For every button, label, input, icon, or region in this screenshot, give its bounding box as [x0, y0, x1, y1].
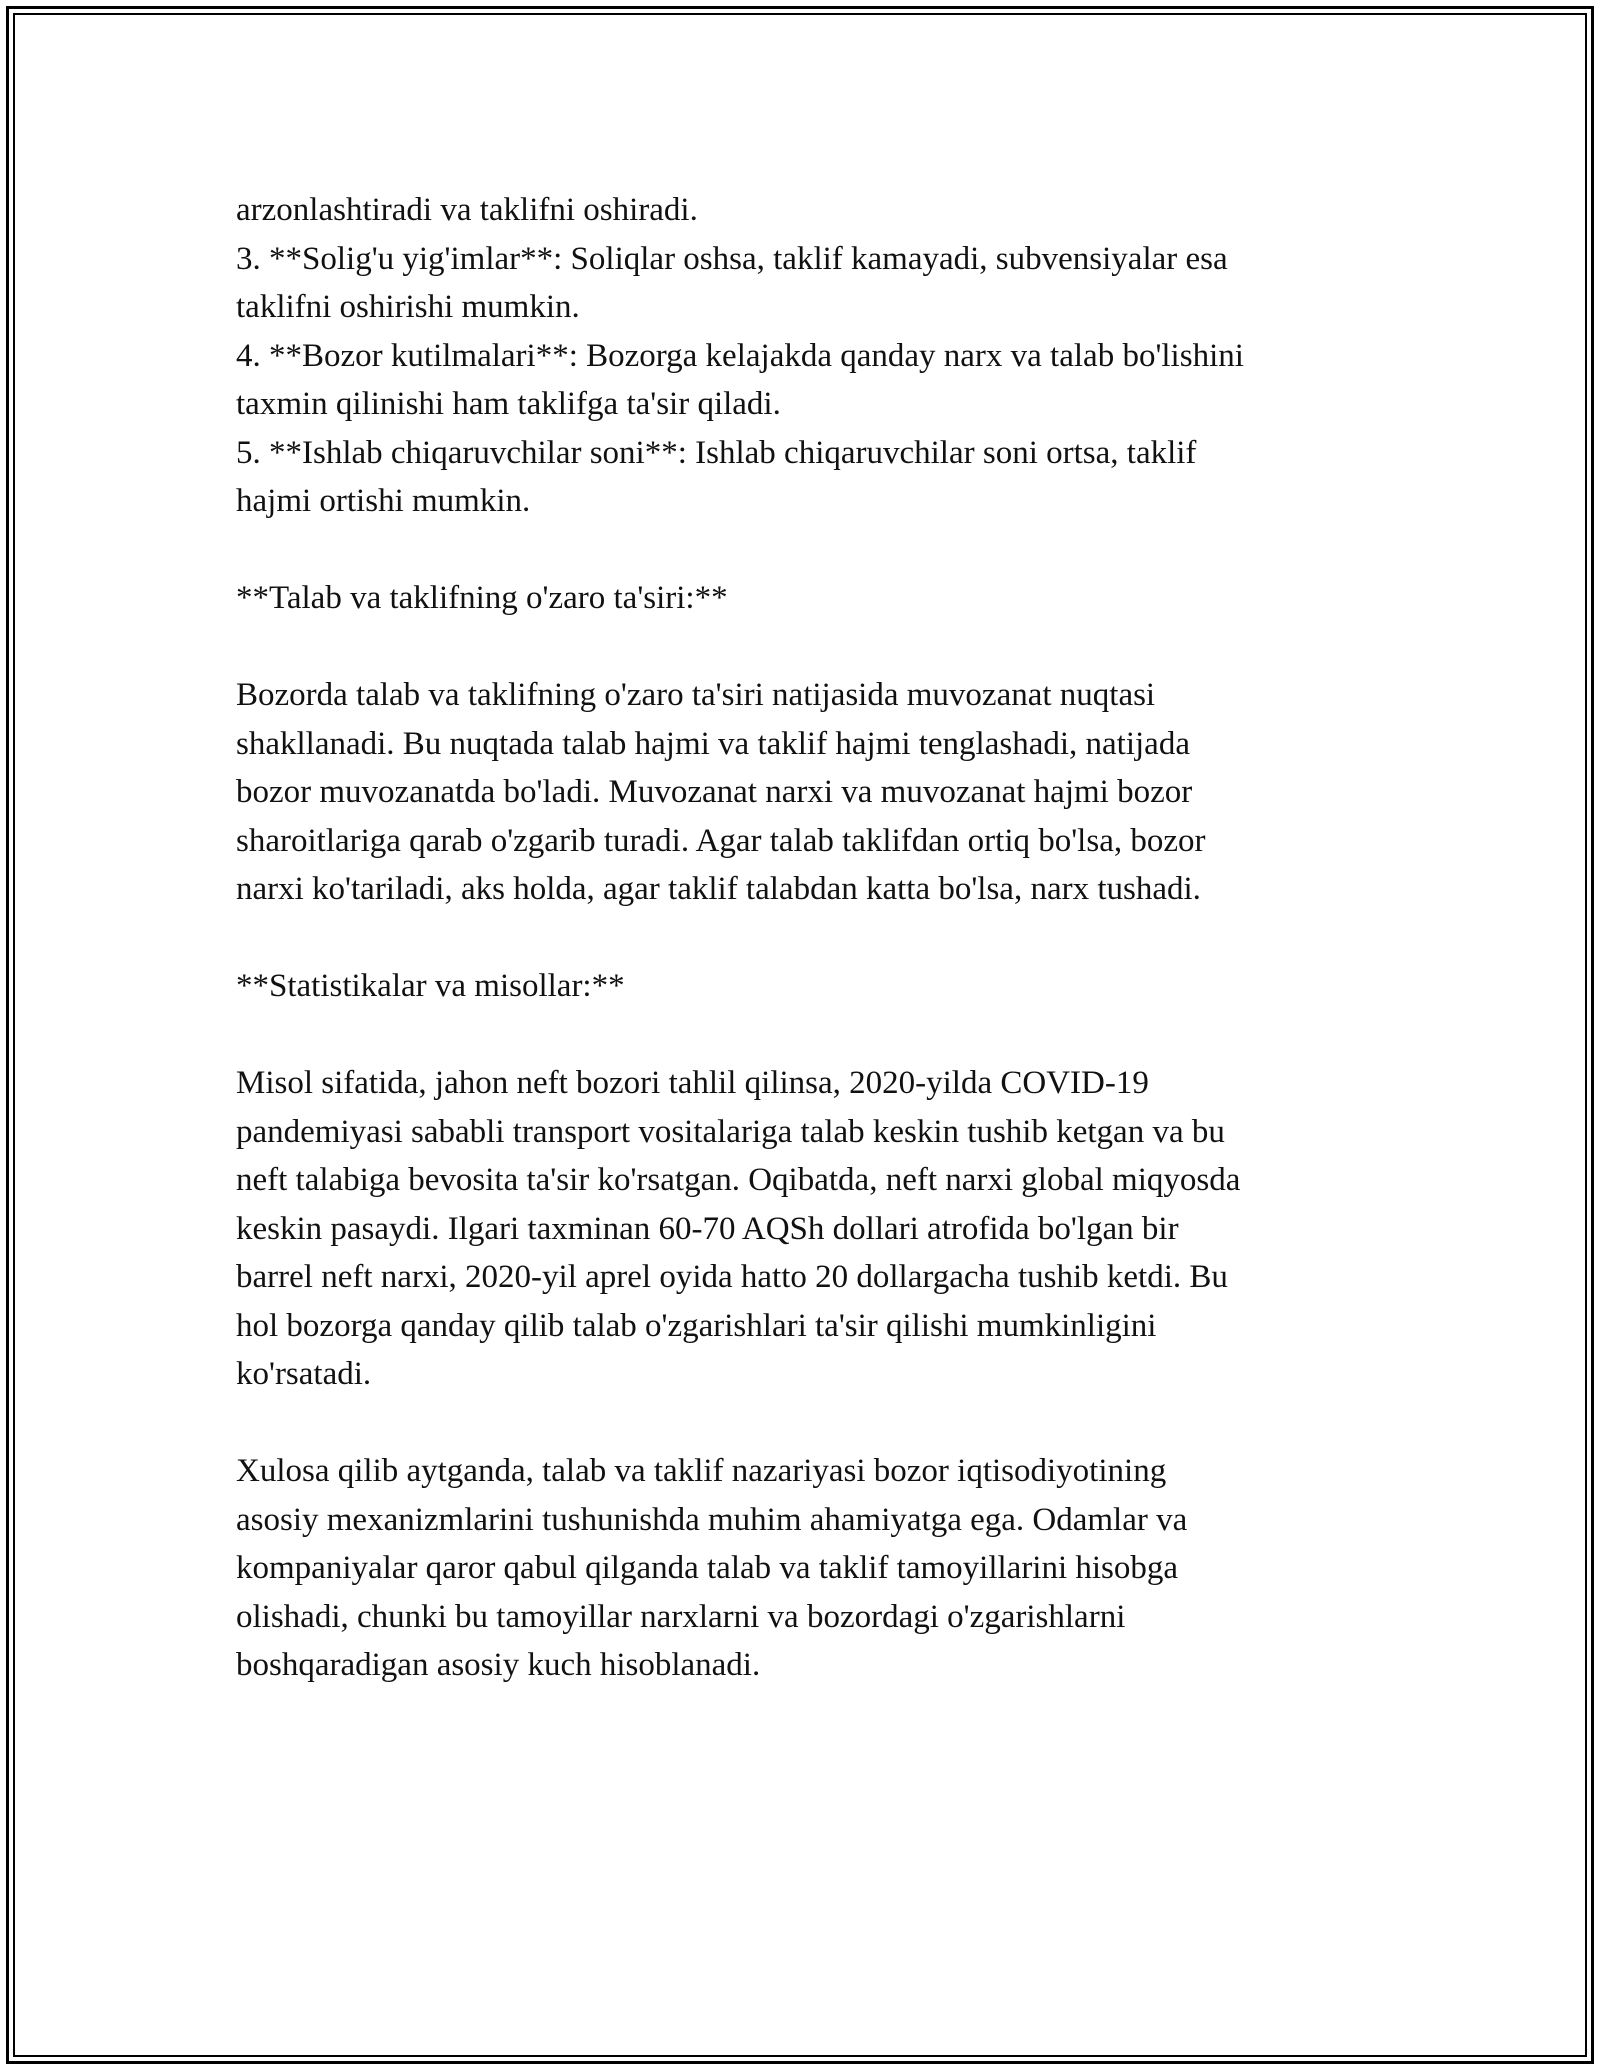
text-line: narxi ko'tariladi, aks holda, agar taklif talabdan katta bo'lsa, narx tushadi. — [236, 871, 1201, 907]
text-line: arzonlashtiradi va taklifni oshiradi. — [236, 192, 698, 228]
text-line: Misol sifatida, jahon neft bozori tahlil qilinsa, 2020-yilda COVID-19 — [236, 1065, 1149, 1101]
text-line: keskin pasaydi. Ilgari taxminan 60-70 AQSh dollari atrofida bo'lgan bir — [236, 1210, 1179, 1247]
paragraph-conclusion — [236, 1447, 1376, 1690]
text-line: kompaniyalar qaror qabul qilganda talab va taklif tamoyillarini hisobga — [236, 1550, 1179, 1586]
document-body — [236, 186, 1376, 1690]
text-line: barrel neft narxi, 2020-yil aprel oyida hatto 20 dollargacha tushib ketdi. Bu — [236, 1259, 1228, 1295]
text-line: **Talab va taklifning o'zaro ta'siri:** — [236, 580, 728, 616]
heading-statistics — [236, 962, 1376, 1011]
text-line: sharoitlariga qarab o'zgarib turadi. Agar talab taklifdan ortiq bo'lsa, bozor — [236, 822, 1206, 859]
text-line: asosiy mexanizmlarini tushunishda muhim ahamiyatga ega. Odamlar va — [236, 1501, 1188, 1538]
paragraph-oil-example — [236, 1059, 1376, 1399]
text-line: taxmin qilinishi ham taklifga ta'sir qiladi. — [236, 386, 781, 422]
paragraph-gap — [236, 1011, 1376, 1060]
text-line: Bozorda talab va taklifning o'zaro ta'siri natijasida muvozanat nuqtasi — [236, 677, 1156, 713]
text-line: taklifni oshirishi mumkin. — [236, 289, 580, 325]
text-line: 5. **Ishlab chiqaruvchilar soni**: Ishlab chiqaruvchilar soni ortsa, taklif — [236, 434, 1197, 471]
text-line: ko'rsatadi. — [236, 1356, 372, 1392]
text-line: shakllanadi. Bu nuqtada talab hajmi va taklif hajmi tenglashadi, natijada — [236, 725, 1190, 762]
text-line: Xulosa qilib aytganda, talab va taklif nazariyasi bozor iqtisodiyotining — [236, 1453, 1167, 1489]
text-line: pandemiyasi sababli transport vositalariga talab keskin tushib ketgan va bu — [236, 1113, 1225, 1150]
text-line: bozor muvozanatda bo'ladi. Muvozanat narxi va muvozanat hajmi bozor — [236, 774, 1193, 810]
paragraph-gap — [236, 526, 1376, 575]
text-line: hajmi ortishi mumkin. — [236, 483, 531, 519]
text-line: olishadi, chunki bu tamoyillar narxlarni va bozordagi o'zgarishlarni — [236, 1598, 1126, 1635]
text-line: 4. **Bozor kutilmalari**: Bozorga kelajakda qanday narx va talab bo'lishini — [236, 337, 1244, 374]
paragraph-gap — [236, 623, 1376, 672]
text-line: **Statistikalar va misollar:** — [236, 968, 625, 1004]
text-line: boshqaradigan asosiy kuch hisoblanadi. — [236, 1647, 761, 1683]
heading-interaction — [236, 574, 1376, 623]
paragraph-gap — [236, 914, 1376, 963]
paragraph-gap — [236, 1399, 1376, 1448]
paragraph-supply-factors — [236, 186, 1376, 526]
text-line: hol bozorga qanday qilib talab o'zgarishlari ta'sir qilishi mumkinligini — [236, 1307, 1157, 1344]
paragraph-equilibrium — [236, 671, 1376, 914]
text-line: 3. **Solig'u yig'imlar**: Soliqlar oshsa, taklif kamayadi, subvensiyalar esa — [236, 240, 1228, 277]
text-line: neft talabiga bevosita ta'sir ko'rsatgan. Oqibatda, neft narxi global miqyosda — [236, 1162, 1241, 1198]
